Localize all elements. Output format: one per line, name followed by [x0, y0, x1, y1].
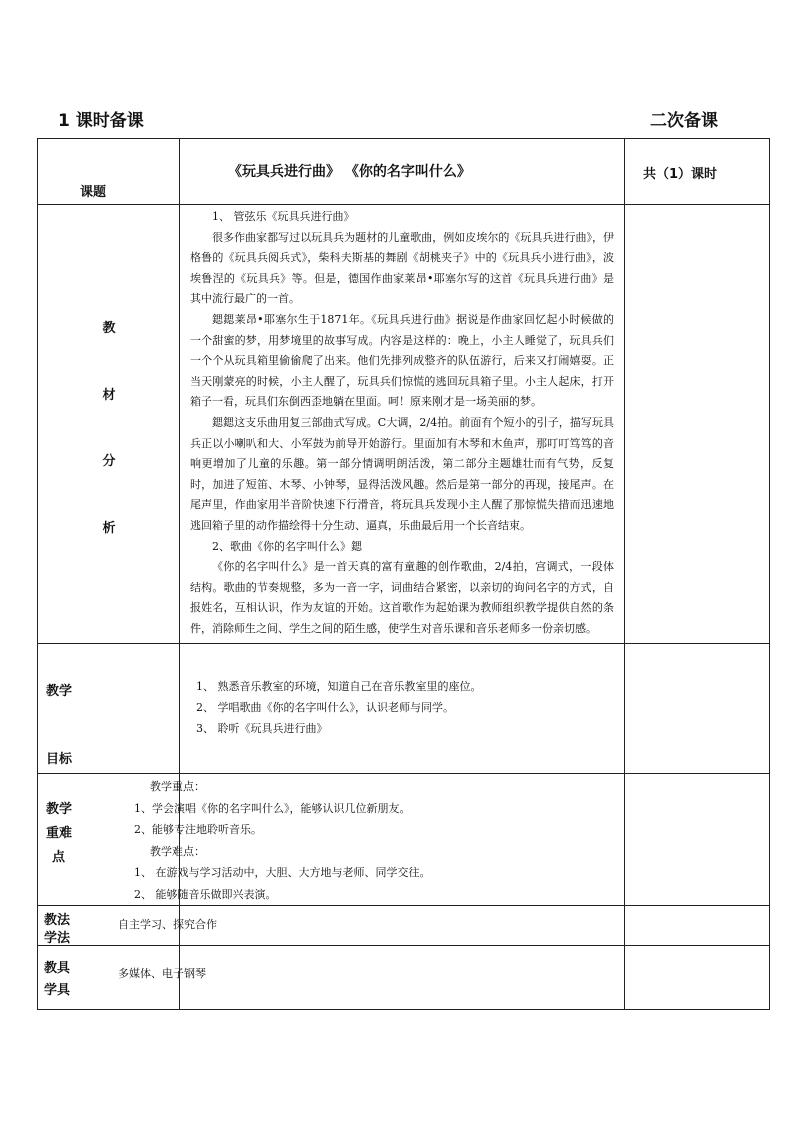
objectives-label-cell — [38, 644, 180, 774]
key-points-label-line: 点 — [52, 850, 66, 865]
second-prep-cell — [625, 205, 770, 644]
analysis-label-char: 析 — [102, 521, 116, 536]
tools-label-line: 教具 — [44, 961, 71, 976]
second-prep-cell — [625, 906, 770, 946]
objective-item: 1、 熟悉音乐教室的环境，知道自己在音乐教室里的座位。 — [196, 680, 482, 693]
second-prep-cell — [625, 644, 770, 774]
objectives-content-cell — [180, 644, 625, 774]
lesson-plan-table — [37, 138, 770, 1010]
objectives-row — [38, 644, 770, 774]
analysis-paragraph: 《你的名字叫什么》是一首天真的富有童趣的创作歌曲，2/4拍，宫调式，一段体结构。歌曲的节奏规整，多为一音一字，词曲结合紧密，以亲切的询问名字的方式，自报姓名，互相认识，作为友谊的开始。这首歌作为起始课为教师组织教学提供自然的条件，消除师生之间、学生之间的陌生感，使学生对音乐课和音乐老师多一份亲切感。 — [190, 560, 614, 635]
key-points-line: 2、能够专注地聆听音乐。 — [134, 823, 262, 836]
objectives-label-top: 教学 — [46, 684, 73, 699]
key-points-label-line: 重难 — [46, 826, 73, 841]
analysis-paragraph: 鍶鍶莱昂•耶塞尔生于1871年。《玩具兵进行曲》据说是作曲家回忆起小时候做的一个甜蜜的梦，用梦境里的故事写成。内容是这样的：晚上，小主人睡觉了，玩具兵们一个个从玩具箱里偷偷爬了出来。他们先排列成整齐的队伍游行，后来又打闹嬉耍。正当天刚蒙亮的时候，小主人醒了，玩具兵们惊慌的逃回玩具箱子里。小主人起床，打开箱子一看，玩具们东倒西歪地躺在里面。呵！原来刚才是一场美丽的梦。 — [190, 312, 614, 409]
second-prep-heading: 二次备课 — [650, 111, 718, 131]
methods-label-line: 学法 — [44, 931, 71, 946]
key-points-content-cell — [134, 774, 625, 906]
topic-periods-cell — [625, 139, 770, 205]
tools-content-cell — [118, 946, 625, 1010]
key-points-line: 教学难点： — [150, 844, 205, 858]
topic-title-cell — [180, 139, 625, 205]
tools-row — [38, 946, 770, 1010]
analysis-text — [180, 205, 624, 639]
analysis-label-cell — [38, 205, 180, 644]
topic-label: 课题 — [80, 185, 107, 200]
key-points-list — [118, 774, 624, 905]
key-points-line: 2、 能够随音乐做即兴表演。 — [134, 887, 277, 901]
key-points-line: 教学重点： — [150, 780, 205, 793]
analysis-paragraph: 1、 管弦乐《玩具兵进行曲》 — [212, 210, 355, 223]
analysis-row — [38, 205, 770, 644]
lesson-heading: 1 课时备课 — [58, 111, 144, 131]
analysis-label-char: 教 — [102, 321, 116, 336]
analysis-label-char: 材 — [102, 388, 116, 403]
periods-text: 共（1）课时 — [643, 167, 718, 182]
tools-text: 多媒体、电子钢琴 — [118, 967, 206, 980]
key-points-line: 1、学会演唱《你的名字叫什么》，能够认识几位新朋友。 — [134, 801, 411, 815]
key-points-row — [38, 774, 770, 906]
topic-title: 《玩具兵进行曲》 《你的名字叫什么》 — [228, 164, 471, 180]
topic-row — [38, 139, 770, 205]
methods-row — [38, 906, 770, 946]
methods-label-line: 教法 — [44, 913, 71, 928]
analysis-label-char: 分 — [102, 454, 116, 469]
analysis-paragraph: 鍶鍶这支乐曲用复三部曲式写成。C大调，2/4拍。前面有个短小的引子，描写玩具兵正以小喇叭和大、小军鼓为前导开始游行。里面加有木琴和木鱼声，那叮叮笃笃的音响更增加了儿童的乐趣。第一部分情调明朗活泼，第二部分主题雄壮而有气势，反复时，加进了短笛、木琴、小钟琴，显得活泼风趣。然后是第一部分的再现，接尾声。在尾声里，作曲家用半音阶快速下行滑音，将玩具兵发现小主人醒了那惊慌失措而迅速地逃回箱子里的动作描绘得十分生动、逼真，乐曲最后用一个长音结束。 — [190, 415, 614, 532]
objective-item: 3、 聆听《玩具兵进行曲》 — [196, 722, 328, 735]
key-points-line: 1、 在游戏与学习活动中，大胆、大方地与老师、同学交往。 — [134, 866, 431, 879]
tools-label-line: 学具 — [44, 983, 71, 998]
methods-content-cell — [118, 906, 625, 946]
analysis-paragraph: 很多作曲家都写过以玩具兵为题材的儿童歌曲，例如皮埃尔的《玩具兵进行曲》，伊格鲁的《玩具兵阅兵式》，柴科夫斯基的舞剧《胡桃夹子》中的《玩具兵小进行曲》，波埃鲁涅的《玩具兵》等。但是，德国作曲家莱昂•耶塞尔写的这首《玩具兵进行曲》是其中流行最广的一首。 — [190, 230, 614, 306]
objective-item: 2、 学唱歌曲《你的名字叫什么》，认识老师与同学。 — [196, 701, 454, 714]
key-points-label-line: 教学 — [46, 802, 73, 817]
key-points-label-cell — [38, 774, 180, 906]
objectives-list — [118, 644, 624, 739]
topic-label-cell — [38, 139, 180, 205]
objectives-label-bottom: 目标 — [46, 752, 73, 767]
analysis-paragraph: 2、歌曲《你的名字叫什么》鍶 — [212, 539, 362, 553]
second-prep-cell — [625, 774, 770, 906]
methods-text: 自主学习、探究合作 — [118, 918, 217, 931]
analysis-content-cell — [180, 205, 625, 644]
second-prep-cell — [625, 946, 770, 1010]
